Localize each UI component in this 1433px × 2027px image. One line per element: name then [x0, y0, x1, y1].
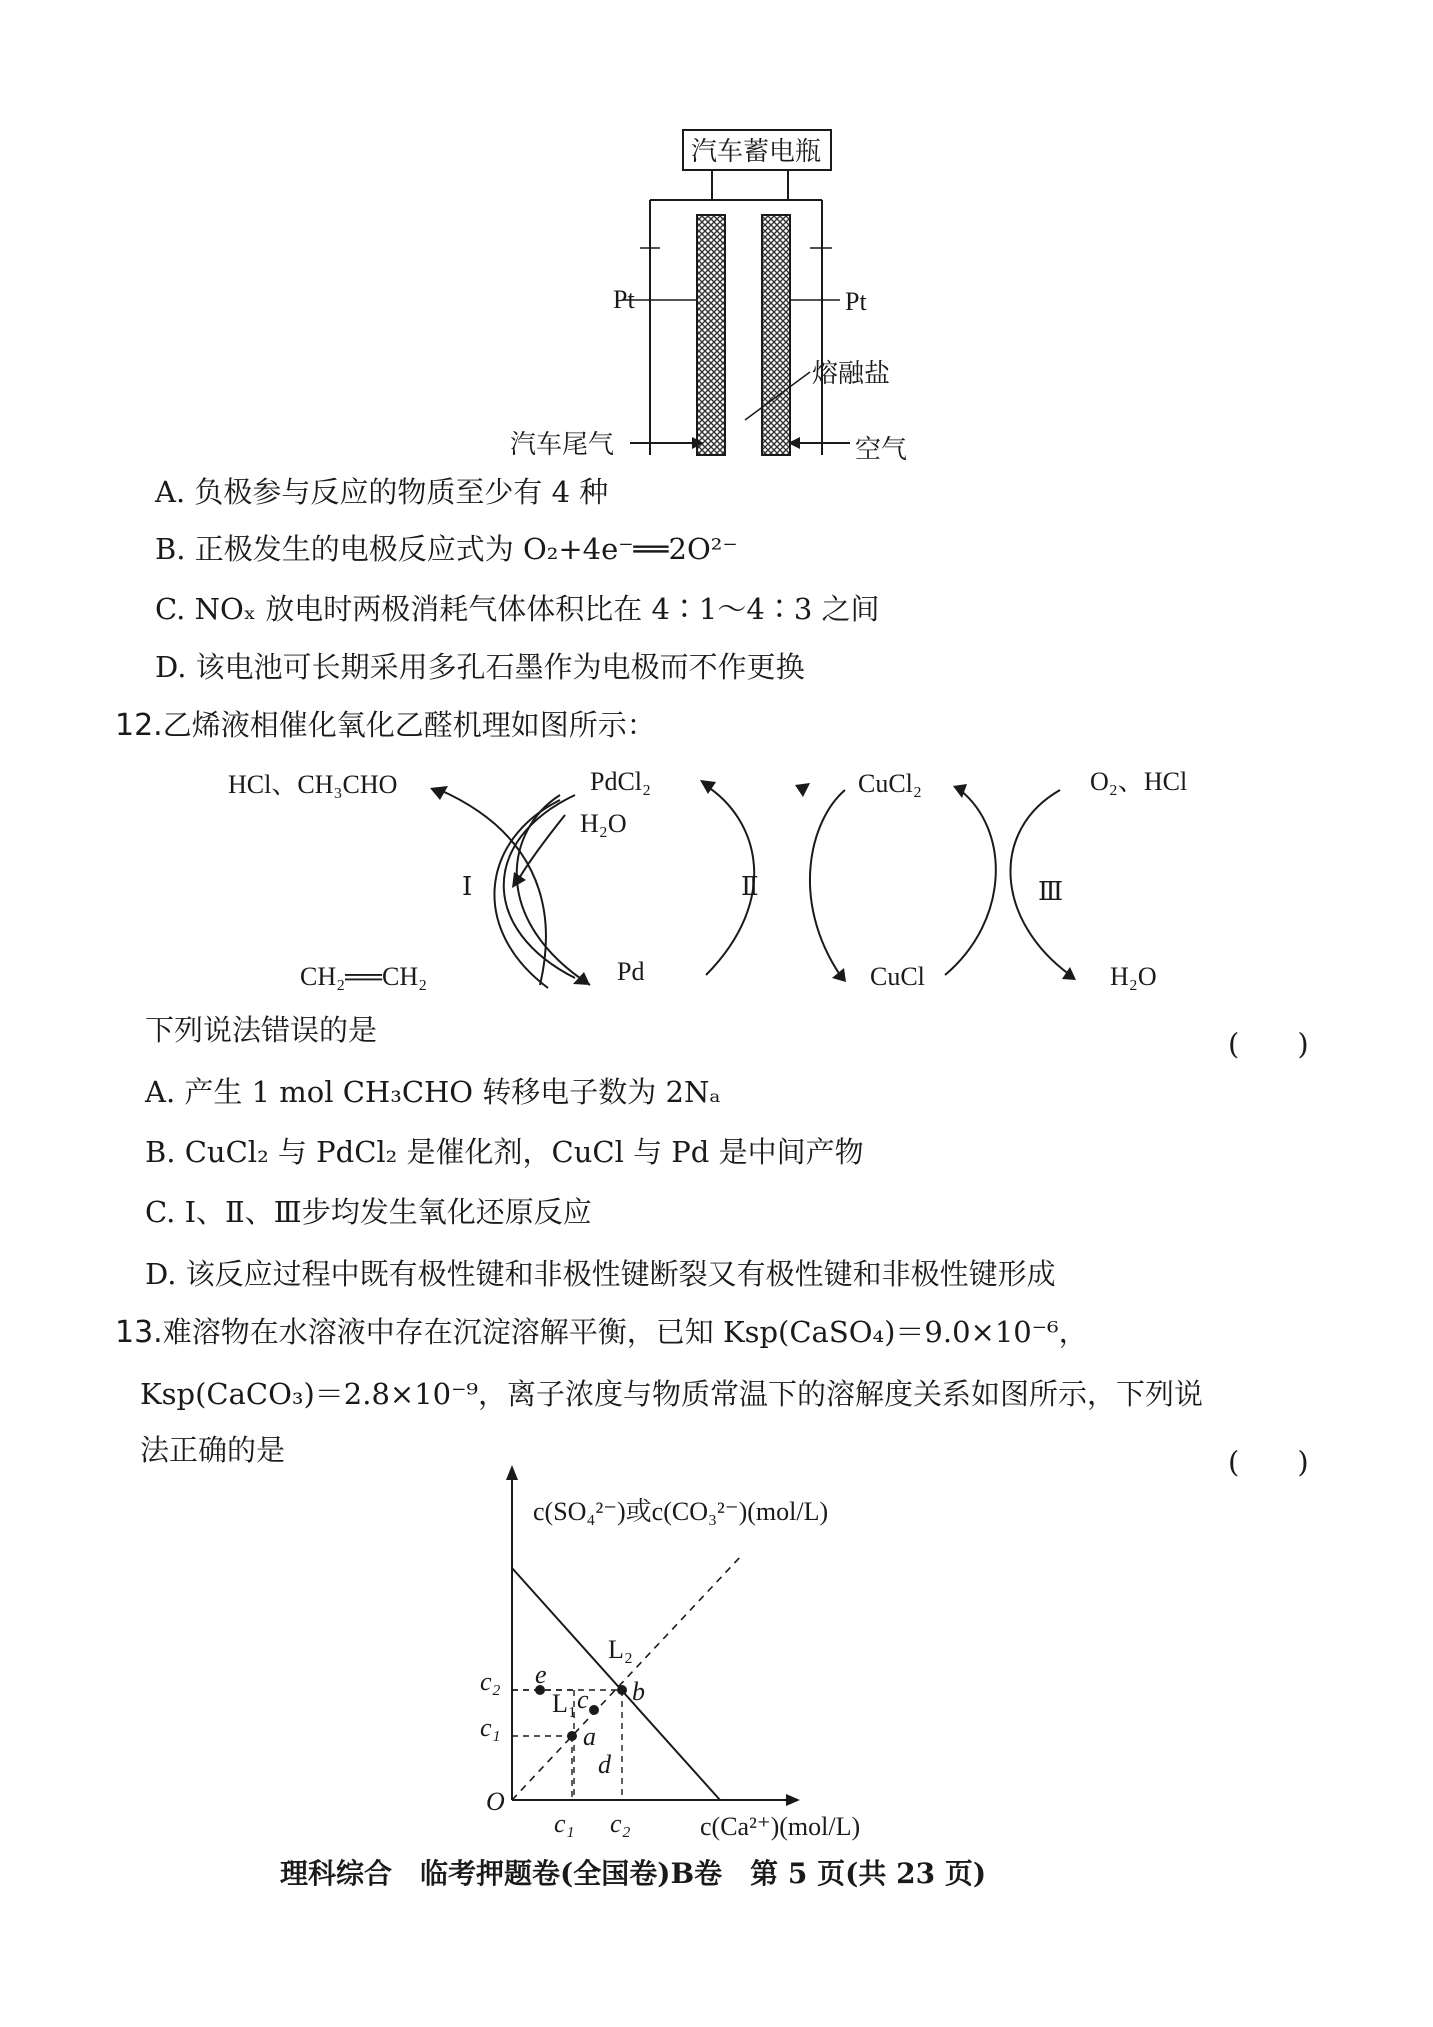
q12-stem: [115, 703, 656, 744]
q12-option-b: B. CuCl₂ 与 PdCl₂ 是催化剂，CuCl 与 Pd 是中间产物: [145, 1135, 864, 1169]
point-a: [567, 1731, 577, 1741]
q12-answer-paren: ( ): [1228, 1027, 1309, 1061]
q12-stem-text: 乙烯液相催化氧化乙醛机理如图所示：: [162, 708, 656, 742]
q11-option-b: B. 正极发生的电极反应式为 O₂+4e⁻══2O²⁻: [155, 532, 738, 566]
graph-c1-x: c₁: [554, 1809, 575, 1838]
graph-pt-a: a: [583, 1722, 596, 1751]
mech-h2o-out: H₂O: [1110, 962, 1157, 991]
q13-line2: Ksp(CaCO₃)＝2.8×10⁻⁹，离子浓度与物质常温下的溶解度关系如图所示，下列说: [140, 1377, 1204, 1411]
graph-x-axis-label: c(Ca²⁺)(mol/L): [700, 1812, 861, 1841]
q12-option-c: C. Ⅰ、Ⅱ、Ⅲ步均发生氧化还原反应: [145, 1195, 592, 1229]
q13-line1-text: 难溶物在水溶液中存在沉淀溶解平衡，已知 Ksp(CaSO₄)＝9.0×10⁻⁶，: [162, 1315, 1088, 1349]
mech-ethylene: CH₂══CH₂: [300, 962, 428, 991]
page-footer: 理科综合 临考押题卷(全国卷)B卷 第 5 页(共 23 页): [280, 1857, 987, 1890]
q12-question: 下列说法错误的是: [145, 1013, 378, 1047]
molten-salt-label: 熔融盐: [812, 359, 891, 388]
q12-option-d: D. 该反应过程中既有极性键和非极性键断裂又有极性键和非极性键形成: [145, 1257, 1056, 1291]
mech-cucl: CuCl: [870, 962, 925, 991]
mech-step3: Ⅲ: [1038, 877, 1064, 906]
graph-label-l2: L₂: [608, 1635, 633, 1664]
right-pt-label: Pt: [845, 287, 867, 316]
mech-h2o-in: H₂O: [580, 809, 627, 838]
point-b: [617, 1685, 627, 1695]
graph-c1-y: c₁: [480, 1713, 501, 1742]
graph-y-axis-label: c(SO₄²⁻)或c(CO₃²⁻)(mol/L): [533, 1497, 829, 1526]
graph-pt-d: d: [598, 1750, 611, 1779]
q12-number: 12.: [115, 708, 163, 743]
graph-origin: O: [486, 1787, 505, 1816]
graph-label-l1: L₁: [552, 1689, 577, 1718]
mech-pdcl2: PdCl₂: [590, 767, 652, 796]
graph-c2-x: c₂: [610, 1809, 631, 1838]
mech-step2: Ⅱ: [741, 872, 759, 901]
q13-answer-paren: ( ): [1228, 1445, 1309, 1479]
mech-pd: Pd: [617, 957, 645, 986]
left-pt-label: Pt: [613, 285, 635, 314]
q13-line1: [115, 1310, 1088, 1351]
q13-number: 13.: [115, 1315, 163, 1350]
mech-cucl2: CuCl₂: [858, 769, 922, 798]
point-c: [589, 1705, 599, 1715]
q11-option-c: C. NOₓ 放电时两极消耗气体体积比在 4∶1～4∶3 之间: [155, 592, 880, 626]
mech-hcl-ch3cho: HCl、CH₃CHO: [228, 770, 398, 799]
q11-option-d: D. 该电池可长期采用多孔石墨作为电极而不作更换: [155, 650, 805, 684]
graph-pt-e: e: [535, 1660, 547, 1689]
graph-c2-y: c₂: [480, 1667, 501, 1696]
q11-option-a: A. 负极参与反应的物质至少有 4 种: [155, 475, 609, 509]
air-label: 空气: [855, 435, 908, 464]
graph-pt-b: b: [632, 1677, 645, 1706]
q12-option-a: A. 产生 1 mol CH₃CHO 转移电子数为 2Nₐ: [145, 1075, 721, 1109]
exhaust-label: 汽车尾气: [510, 430, 615, 459]
battery-top-label: 汽车蓄电瓶: [691, 137, 822, 166]
mech-step1: Ⅰ: [462, 872, 473, 901]
graph-pt-c: c: [577, 1685, 589, 1714]
mech-o2-hcl: O₂、HCl: [1090, 767, 1188, 796]
q13-line3: 法正确的是: [140, 1433, 286, 1467]
